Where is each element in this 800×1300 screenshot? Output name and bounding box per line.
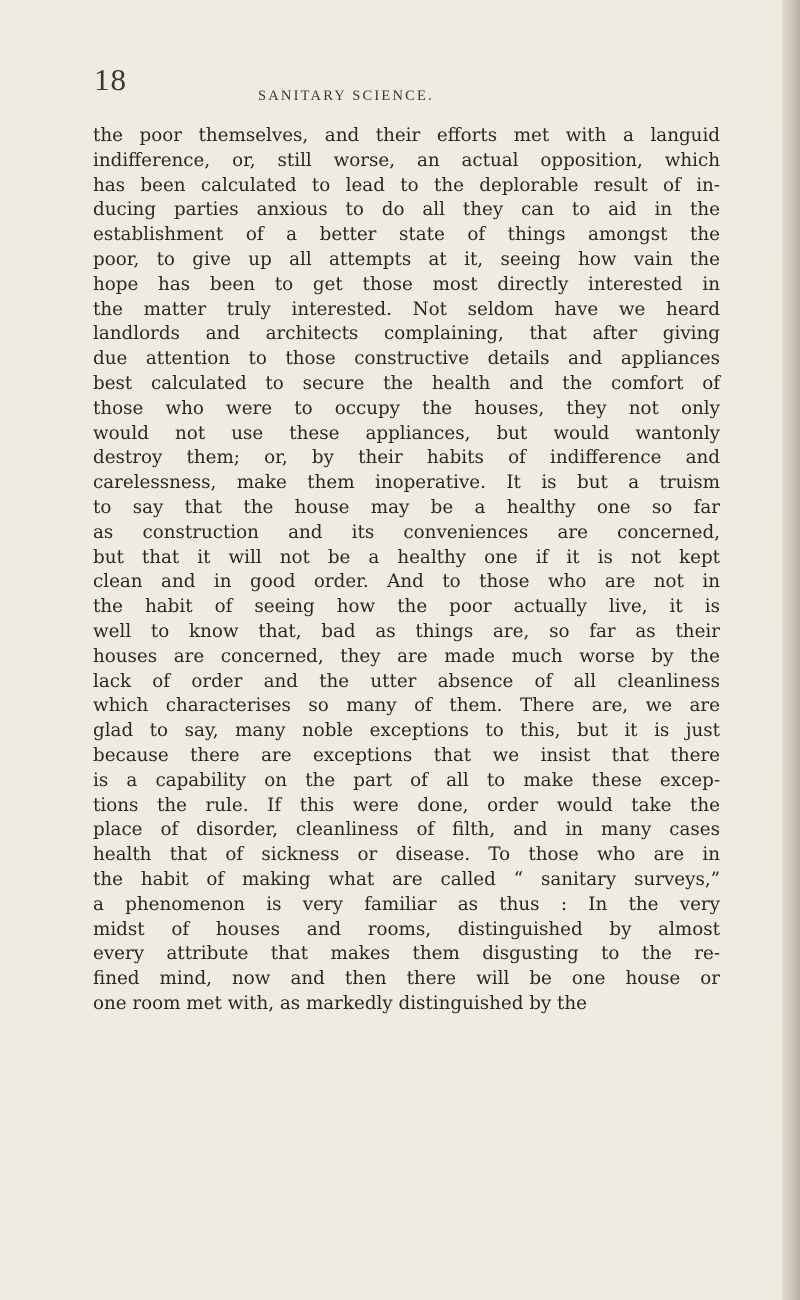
text-line: which characterises so many of them. There are, we are bbox=[93, 695, 720, 717]
text-line: houses are concerned, they are made much worse by the bbox=[93, 645, 720, 667]
body-text bbox=[93, 124, 720, 1017]
text-line: the matter truly interested. Not seldom have we heard bbox=[93, 298, 720, 320]
text-line: a phenomenon is very familiar as thus : In the very bbox=[93, 893, 720, 915]
text-line: health that of sickness or disease. To those who are in bbox=[93, 844, 720, 866]
text-line: fined mind, now and then there will be one house or bbox=[93, 968, 720, 990]
text-line: well to know that, bad as things are, so far as their bbox=[93, 620, 720, 642]
text-line: carelessness, make them inoperative. It is but a truism bbox=[93, 472, 720, 494]
text-line: best calculated to secure the health and the comfort of bbox=[93, 372, 720, 394]
text-line: place of disorder, cleanliness of filth, and in many cases bbox=[93, 819, 720, 841]
text-line: destroy them; or, by their habits of indifference and bbox=[93, 447, 720, 469]
text-line: establishment of a better state of things amongst the bbox=[93, 224, 720, 246]
text-line: has been calculated to lead to the deplorable result of in- bbox=[93, 174, 720, 196]
text-line: would not use these appliances, but would wantonly bbox=[93, 422, 720, 444]
text-line: every attribute that makes them disgusting to the re- bbox=[93, 943, 720, 965]
text-line: indifference, or, still worse, an actual opposition, which bbox=[93, 149, 720, 171]
text-line: lack of order and the utter absence of all cleanliness bbox=[93, 670, 720, 692]
text-line: because there are exceptions that we insist that there bbox=[93, 744, 720, 766]
text-line: midst of houses and rooms, distinguished by almost bbox=[93, 918, 720, 940]
text-line: tions the rule. If this were done, order would take the bbox=[93, 794, 720, 816]
text-line: clean and in good order. And to those who are not in bbox=[93, 571, 720, 593]
text-line: as construction and its conveniences are concerned, bbox=[93, 521, 720, 543]
text-line: due attention to those constructive details and appliances bbox=[93, 348, 720, 370]
text-line: the poor themselves, and their efforts met with a languid bbox=[93, 125, 720, 146]
text-line: those who were to occupy the houses, they not only bbox=[93, 397, 720, 419]
text-line: ducing parties anxious to do all they can to aid in the bbox=[93, 199, 720, 221]
text-line: the habit of making what are called “ sanitary surveys,” bbox=[93, 868, 720, 890]
page-number: 18 bbox=[94, 62, 127, 97]
text-line: the habit of seeing how the poor actually live, it is bbox=[93, 596, 720, 618]
text-line: poor, to give up all attempts at it, seeing how vain the bbox=[93, 248, 720, 270]
text-line: to say that the house may be a healthy one so far bbox=[93, 496, 720, 518]
text-line: landlords and architects complaining, that after giving bbox=[93, 323, 720, 345]
text-line: glad to say, many noble exceptions to this, but it is just bbox=[93, 720, 720, 742]
text-line: but that it will not be a healthy one if it is not kept bbox=[93, 546, 720, 568]
page-edge-shadow bbox=[782, 0, 800, 1300]
running-head: SANITARY SCIENCE. bbox=[258, 88, 434, 104]
text-line: hope has been to get those most directly interested in bbox=[93, 273, 720, 295]
text-line: one room met with, as markedly distinguished by the bbox=[93, 992, 587, 1014]
text-line: is a capability on the part of all to make these excep- bbox=[93, 769, 720, 791]
